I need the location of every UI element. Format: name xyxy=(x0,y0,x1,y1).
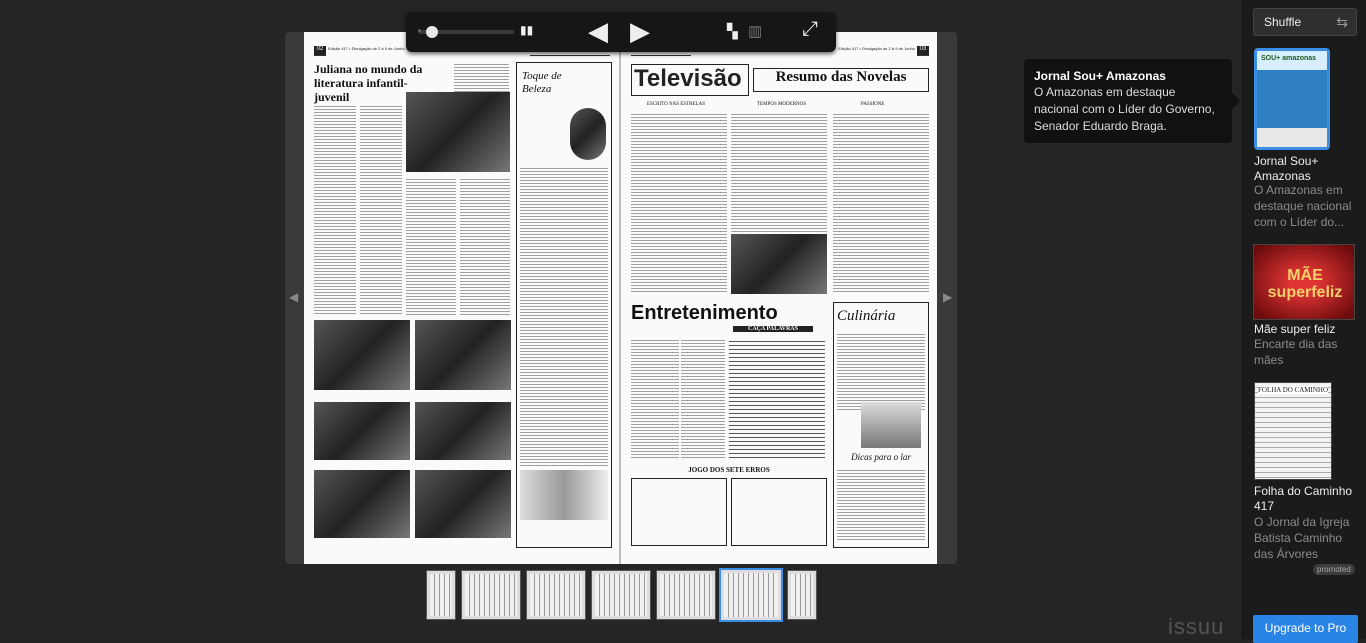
tooltip-title: Jornal Sou+ Amazonas xyxy=(1034,69,1166,83)
text-column xyxy=(681,338,725,458)
column-title: Toque de Beleza xyxy=(522,70,562,95)
text-column xyxy=(631,112,727,292)
shuffle-button[interactable] xyxy=(1253,8,1357,36)
issuu-logo[interactable]: issuu xyxy=(1168,614,1225,639)
actors-photo xyxy=(731,234,827,294)
novela-2: TEMPOS MODERNOS xyxy=(757,102,807,107)
text-column xyxy=(460,177,510,317)
product-photo xyxy=(520,470,608,520)
newspaper-page-right[interactable] xyxy=(621,32,937,564)
reader-toolbar xyxy=(406,12,836,52)
novela-3: PASSIONE xyxy=(861,102,885,107)
tooltip-description: O Amazonas em destaque nacional com o Líder do Governo, Senador Eduardo Braga. xyxy=(1034,85,1215,133)
tv-headline: Televisão xyxy=(631,64,749,96)
page-thumbnail[interactable] xyxy=(426,570,456,620)
document-title[interactable]: Folha do Caminho 417 xyxy=(1254,484,1353,513)
page-thumbnail-selected[interactable] xyxy=(719,568,783,622)
related-documents-sidebar xyxy=(1242,0,1366,639)
news-photo xyxy=(406,92,510,172)
document-thumbnail[interactable] xyxy=(1253,244,1355,320)
edition-info: Edição 417 • Divulgação de 2 à 9 de Junho xyxy=(328,46,405,51)
text-column xyxy=(631,338,679,458)
document-thumbnail[interactable] xyxy=(1254,48,1330,150)
entertainment-headline: Entretenimento xyxy=(631,302,778,324)
news-photo xyxy=(415,320,511,390)
news-photo xyxy=(415,402,511,460)
page-number: 03 xyxy=(917,46,929,56)
document-title[interactable]: Jornal Sou+ Amazonas xyxy=(1254,154,1319,183)
page-thumbnail[interactable] xyxy=(787,570,817,620)
page-thumbnail[interactable] xyxy=(591,570,651,620)
newspaper-page-left[interactable] xyxy=(304,32,619,564)
document-title[interactable]: Mãe super feliz xyxy=(1254,322,1336,336)
document-description: Encarte dia das mães xyxy=(1254,337,1338,367)
word-search-grid xyxy=(729,338,825,458)
prev-arrow-icon[interactable]: ◀ xyxy=(289,290,299,304)
shuffle-label: Shuffle xyxy=(1264,15,1302,29)
novela-1: ESCRITO NAS ESTRELAS xyxy=(647,102,705,107)
cartoon-right xyxy=(731,478,827,546)
prev-page-icon[interactable]: ◀ xyxy=(588,16,608,46)
game-title: JOGO DOS SETE ERROS xyxy=(688,466,770,474)
edition-info: Edição 417 • Divulgação de 2 à 9 de Junho xyxy=(838,46,915,51)
shuffle-icon: ⇆ xyxy=(1336,14,1348,30)
document-thumbnail[interactable] xyxy=(1254,382,1332,480)
news-photo xyxy=(314,470,410,538)
text-column xyxy=(406,177,456,317)
thumb-text: FOLHA DO CAMINHO xyxy=(1258,386,1329,394)
text-column xyxy=(731,112,827,232)
culinary-headline: Culinária xyxy=(837,308,896,324)
page-thumbnail[interactable] xyxy=(656,570,716,620)
text-column xyxy=(833,112,929,292)
text-column xyxy=(360,104,402,314)
news-photo xyxy=(415,470,511,538)
page-number: 02 xyxy=(314,46,326,56)
headline: Juliana no mundo da literatura infantil-juvenil xyxy=(314,62,423,104)
spread-icon[interactable]: ▥ xyxy=(748,23,763,40)
novelas-headline: Resumo das Novelas xyxy=(753,68,929,92)
thumb-text: MÃE superfeliz xyxy=(1267,267,1343,301)
document-tooltip xyxy=(1024,59,1232,143)
fullscreen-icon[interactable]: ⤢ xyxy=(802,18,818,40)
page-thumbnail[interactable] xyxy=(461,570,521,620)
two-page-icon[interactable]: ▮▮ xyxy=(520,23,534,37)
text-column xyxy=(837,332,925,412)
document-description: O Amazonas em destaque nacional com o Líder do... xyxy=(1254,183,1352,229)
next-arrow-icon[interactable]: ▶ xyxy=(943,290,953,304)
document-description: O Jornal da Igreja Batista Caminho das Árvores xyxy=(1254,515,1350,561)
thumb-text: SOU+ amazonas xyxy=(1261,55,1317,62)
cartoon-left xyxy=(631,478,727,546)
next-page-icon[interactable]: ▶ xyxy=(630,16,650,46)
dessert-photo xyxy=(861,402,921,448)
columnist-photo xyxy=(570,108,606,160)
news-photo xyxy=(314,402,410,460)
text-column xyxy=(837,468,925,542)
text-column xyxy=(520,166,608,466)
single-page-icon[interactable]: ▚ xyxy=(727,23,738,39)
page-thumbnail[interactable] xyxy=(526,570,586,620)
news-photo xyxy=(314,320,410,390)
zoom-out-icon[interactable]: ▪ xyxy=(418,26,421,35)
tips-title: Dicas para o lar xyxy=(851,452,911,462)
promoted-badge: promoted xyxy=(1313,564,1355,575)
upgrade-to-pro-button[interactable]: Upgrade to Pro xyxy=(1253,615,1358,643)
puzzle-title: CAÇA PALAVRAS xyxy=(733,326,813,332)
text-column xyxy=(314,104,356,314)
zoom-slider-handle[interactable] xyxy=(426,26,438,38)
